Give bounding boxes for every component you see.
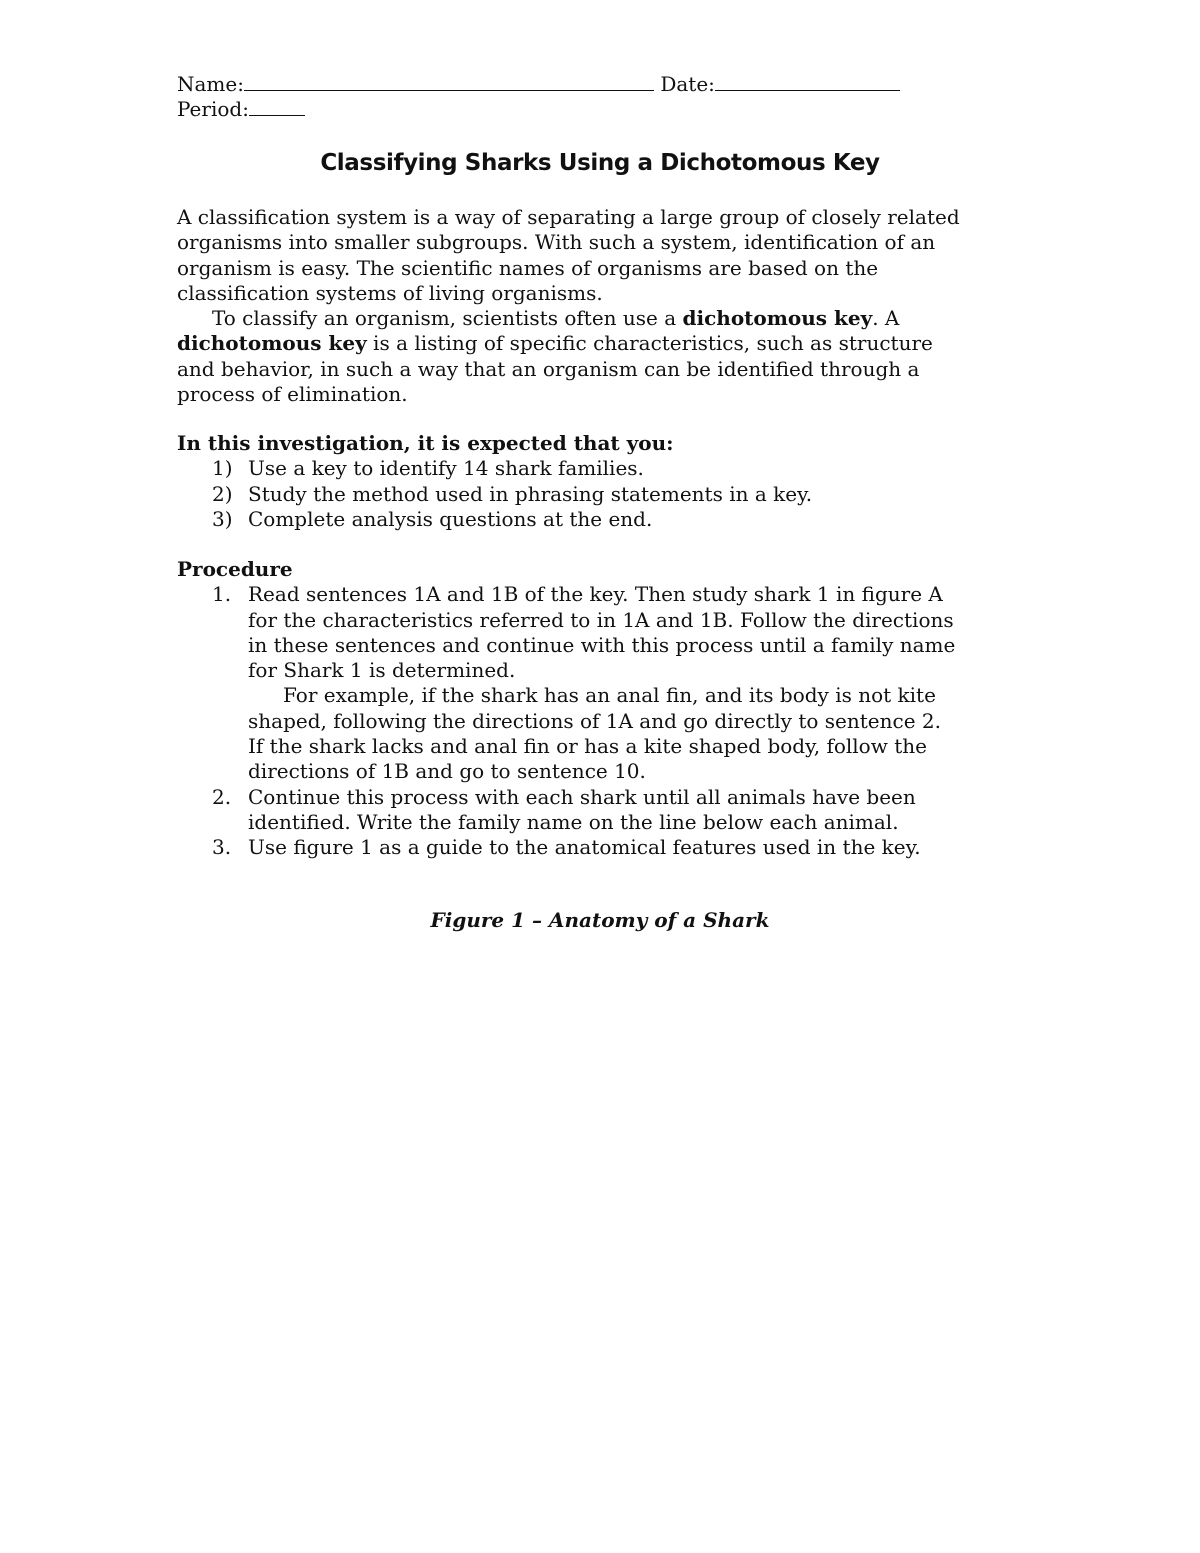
procedure-step: [177, 785, 1037, 810]
intro-line: and behavior, in such a way that an organism can be identified through a: [177, 356, 920, 381]
procedure-step: [177, 835, 1037, 860]
list-number: 2): [212, 481, 233, 506]
intro-line: organisms into smaller subgroups. With such a system, identification of an: [177, 230, 936, 255]
intro-section: [177, 205, 1037, 407]
step-text: in these sentences and continue with this process until a family name: [248, 632, 956, 657]
step-text: for the characteristics referred to in 1A and 1B. Follow the directions: [248, 607, 954, 632]
list-text: Complete analysis questions at the end.: [248, 506, 653, 531]
step-example: If the shark lacks and anal fin or has a kite shaped body, follow the: [248, 734, 927, 759]
step-example: directions of 1B and go to sentence 10.: [248, 759, 646, 784]
intro-line: A classification system is a way of separating a large group of closely related: [177, 205, 960, 229]
date-blank[interactable]: [715, 71, 900, 91]
step-text: Use figure 1 as a guide to the anatomical features used in the key.: [248, 835, 921, 860]
intro-text: To classify an organism, scientists often use a: [212, 306, 683, 331]
intro-line: [177, 306, 1037, 331]
list-number: 1): [212, 456, 233, 481]
list-text: Study the method used in phrasing statements in a key.: [248, 481, 813, 506]
period-blank[interactable]: [249, 96, 305, 116]
step-text: for Shark 1 is determined.: [248, 658, 516, 683]
step-example: For example, if the shark has an anal fin, and its body is not kite: [283, 683, 936, 708]
term-dichotomous-key: dichotomous key: [177, 331, 367, 356]
step-text: Read sentences 1A and 1B of the key. Then study shark 1 in figure A: [248, 582, 943, 607]
page-title: Classifying Sharks Using a Dichotomous Key: [320, 150, 880, 176]
period-label: Period:: [177, 97, 249, 122]
student-header: [177, 71, 1037, 122]
expectations-section: [177, 431, 1037, 532]
name-blank[interactable]: [244, 71, 654, 91]
list-text: Use a key to identify 14 shark families.: [248, 456, 644, 481]
list-item: [177, 456, 1037, 481]
figure-caption: Figure 1 – Anatomy of a Shark: [430, 908, 770, 932]
step-number: 2.: [212, 784, 232, 809]
step-example: shaped, following the directions of 1A and go directly to sentence 2.: [248, 708, 941, 733]
step-number: 3.: [212, 835, 232, 860]
intro-line: [177, 331, 1037, 356]
step-text: Continue this process with each shark until all animals have been: [248, 784, 916, 809]
list-item: [177, 482, 1037, 507]
expectations-heading: In this investigation, it is expected that you:: [177, 431, 674, 455]
date-label: Date:: [660, 72, 715, 96]
intro-line: classification systems of living organisms.: [177, 280, 603, 305]
step-text: identified. Write the family name on the line below each animal.: [248, 809, 899, 834]
name-label: Name:: [177, 72, 244, 96]
list-item: [177, 507, 1037, 532]
procedure-section: [177, 557, 1037, 861]
period-line: [177, 96, 1037, 121]
intro-line: organism is easy. The scientific names of organisms are based on the: [177, 255, 879, 280]
procedure-step: [177, 582, 1037, 607]
list-number: 3): [212, 506, 233, 531]
intro-text: is a listing of specific characteristics, such as structure: [366, 331, 933, 356]
intro-line: process of elimination.: [177, 382, 408, 407]
term-dichotomous-key: dichotomous key: [682, 306, 873, 331]
name-date-line: [177, 71, 1037, 96]
intro-text: . A: [872, 306, 900, 331]
procedure-heading: Procedure: [177, 557, 293, 581]
step-number: 1.: [212, 582, 232, 607]
